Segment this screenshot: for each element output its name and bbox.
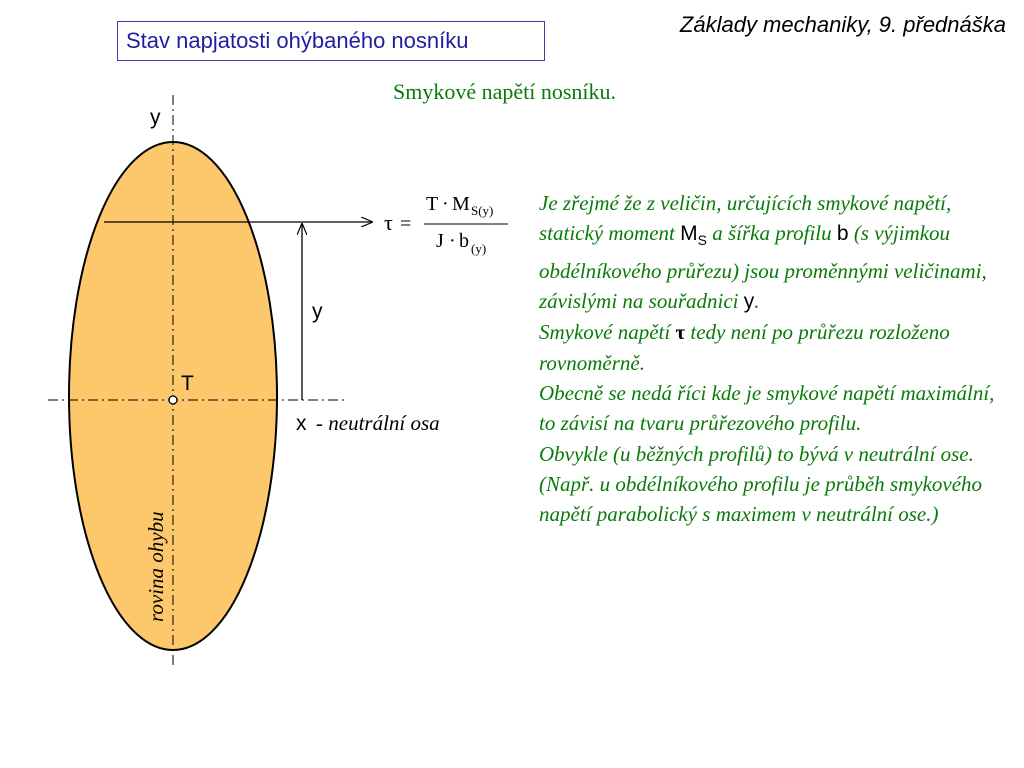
paragraph-5: (Např. u obdélníkového profilu je průběh smykového napětí parabolický s maximem v neutrální ose.) [539, 471, 983, 527]
formula-den-dot: · [449, 230, 456, 252]
formula-den-J: J [436, 230, 444, 252]
formula-tau: τ [384, 210, 393, 235]
formula-equals: = [400, 213, 412, 235]
section-title: Smykové napětí nosníku. [393, 79, 617, 104]
paragraph-2: Smykové napětí τ tedy není po průřezu rozloženo rovnoměrně. [539, 320, 950, 375]
centroid-point [169, 396, 177, 404]
paragraph-1: Je zřejmé že z veličin, určujících smykové napětí, statický moment $M_S$ a šířka profilu b (s výjimkou obdélníkového průřezu) jsou proměnnými veličinami, závislými na souřadnici y. [539, 191, 987, 314]
formula-den-sub: (y) [471, 241, 487, 256]
slide-title-box: Stav napjatosti ohýbaného nosníku [117, 21, 545, 61]
symbol-ms: $M_S$ [680, 222, 707, 249]
paragraph-4: Obvykle (u běžných profilů) to bývá v neutrální ose. [539, 441, 974, 466]
formula-num-T: T [426, 193, 439, 215]
symbol-y: y [743, 290, 755, 314]
formula-num-sub: S(y) [471, 203, 494, 218]
symbol-b: b [836, 222, 849, 246]
lecture-title: Základy mechaniky, 9. přednáška [679, 12, 1006, 37]
formula-num-M: M [452, 193, 470, 215]
formula-num-dot: · [442, 193, 449, 215]
neutral-axis-label: - neutrální osa [316, 411, 440, 435]
shear-stress-formula [384, 193, 508, 256]
bending-plane-label: rovina ohybu [144, 511, 168, 622]
symbol-tau: τ [675, 320, 686, 345]
y-axis-label: y [150, 106, 161, 129]
paragraph-3: Obecně se nedá říci kde je smykové napětí maximální, to závisí na tvaru průřezového profilu. [539, 380, 995, 436]
y-distance-label: y [312, 300, 323, 323]
centroid-label: T [181, 372, 194, 395]
formula-den-b: b [459, 230, 469, 252]
explanation-text [539, 188, 1009, 529]
x-axis-label: x [296, 412, 307, 435]
